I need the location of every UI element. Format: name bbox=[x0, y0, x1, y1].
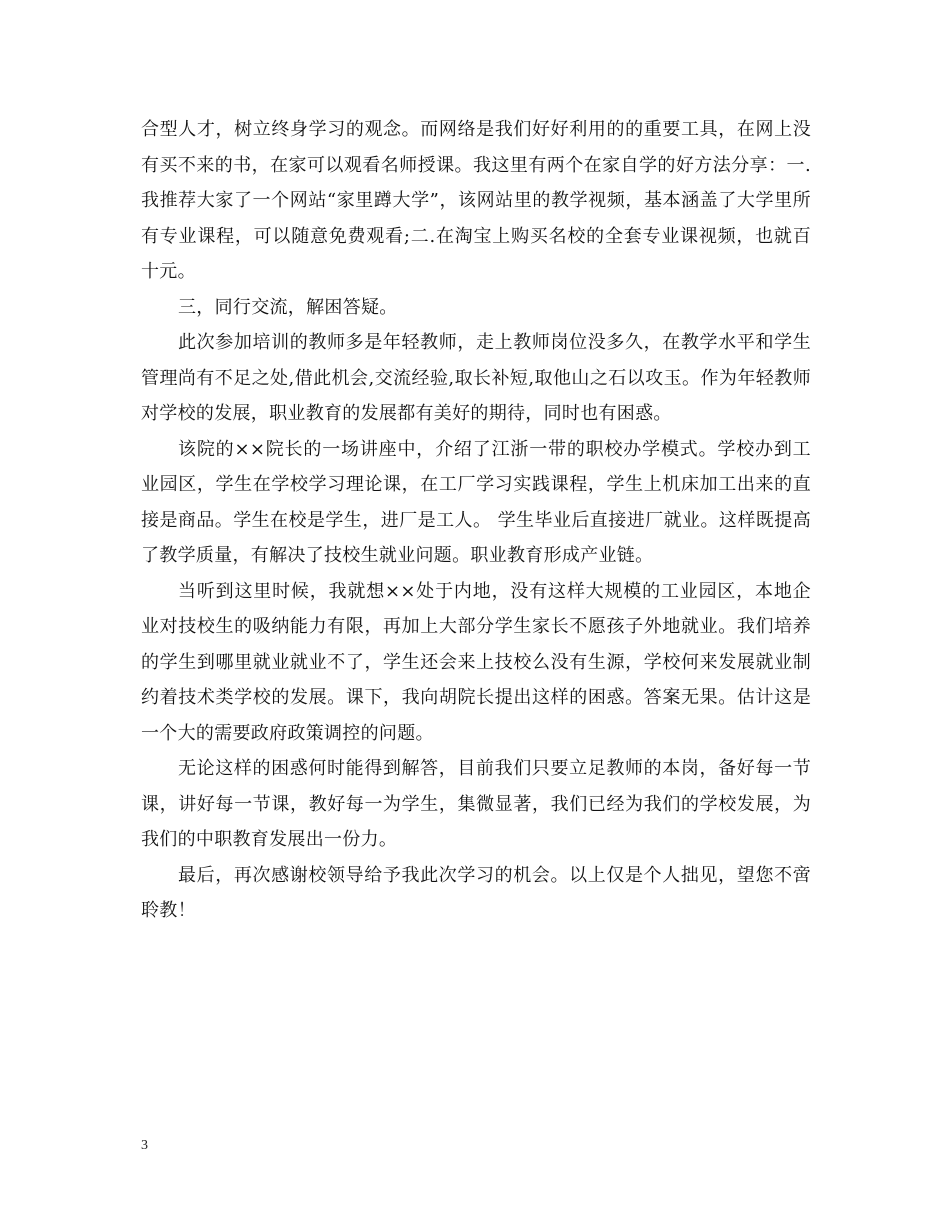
paragraph-local-situation: 当听到这里时候，我就想××处于内地，没有这样大规模的工业园区，本地企业对技校生的吸纳能力有限，再加上大部分学生家长不愿孩子外地就业。我们培养的学生到哪里就业就业不了，学生还会来上技校么没有生源，学校何来发展就业制约着技术类学校的发展。课下，我向胡院长提出这样的困惑。答案无果。估计这是一个大的需要政府政策调控的问题。 bbox=[141, 580, 811, 744]
paragraph-lecture-model: 该院的××院长的一场讲座中，介绍了江浙一带的职校办学模式。学校办到工业园区，学生在学校学习理论课，在工厂学习实践课程，学生上机床加工出来的直接是商品。学生在校是学生，进厂是工人。 学生毕业后直接进厂就业。这样既提高了教学质量，有解决了技校生就业问题。职业教育形成产业链。 bbox=[141, 438, 811, 566]
paragraph-teacher-duty: 无论这样的困惑何时能得到解答，目前我们只要立足教师的本岗，备好每一节课，讲好每一节课，教好每一为学生，集微显著，我们已经为我们的学校发展，为我们的中职教育发展出一份力。 bbox=[141, 758, 811, 850]
page-number: 3 bbox=[141, 1138, 148, 1153]
paragraph-continuation: 合型人才，树立终身学习的观念。而网络是我们好好利用的的重要工具，在网上没有买不来的书，在家可以观看名师授课。我这里有两个在家自学的好方法分享：一.我推荐大家了一个网站“家里蹲大学”，该网站里的教学视频，基本涵盖了大学里所有专业课程，可以随意免费观看;二.在淘宝上购买名校的全套专业课视频，也就百十元。 bbox=[141, 119, 811, 282]
paragraph-young-teachers: 此次参加培训的教师多是年轻教师，走上教师岗位没多久，在教学水平和学生管理尚有不足之处,借此机会,交流经验,取长补短,取他山之石以攻玉。作为年轻教师对学校的发展，职业教育的发展都有美好的期待，同时也有困惑。 bbox=[141, 332, 811, 424]
paragraph-closing-thanks: 最后，再次感谢校领导给予我此次学习的机会。以上仅是个人拙见，望您不啻聆教！ bbox=[141, 864, 811, 921]
section-heading-peer-exchange: 三，同行交流，解困答疑。 bbox=[178, 296, 398, 318]
document-body bbox=[141, 112, 811, 929]
